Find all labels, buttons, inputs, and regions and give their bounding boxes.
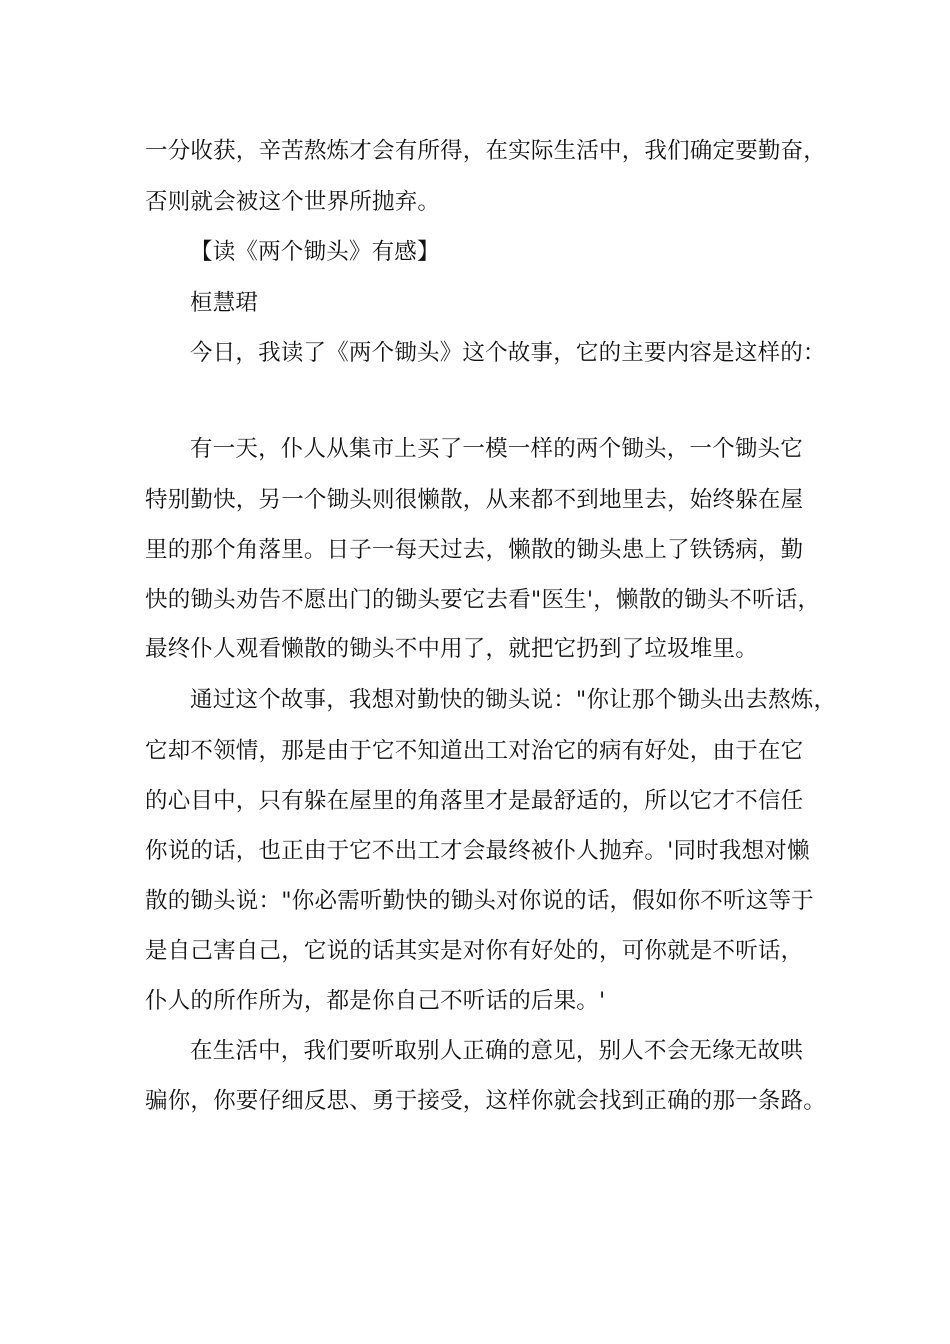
text-line: 今日，我读了《两个锄头》这个故事，它的主要内容是这样的： — [190, 340, 826, 366]
text-line: 快的锄头劝告不愿出门的锄头要它去看"医生'，懒散的锄头不听话， — [145, 587, 821, 613]
author-name: 桓慧珺 — [190, 290, 259, 316]
text-line: 仆人的所作所为，都是你自己不听话的后果。' — [145, 988, 606, 1014]
text-line: 骗你，你要仔细反思、勇于接受，这样你就会找到正确的那一条路。 — [145, 1088, 827, 1114]
text-line: 否则就会被这个世界所抛弃。 — [145, 189, 441, 215]
text-line: 它却不领情，那是由于它不知道出工对治它的病有好处，由于在它 — [145, 738, 804, 764]
text-line: 在生活中，我们要听取别人正确的意见，别人不会无缘无故哄 — [190, 1038, 803, 1064]
text-line: 一分收获，辛苦熬炼才会有所得，在实际生活中，我们确定要勤奋， — [145, 138, 827, 164]
text-line: 有一天，仆人从集市上买了一模一样的两个锄头，一个锄头它 — [190, 436, 803, 462]
text-line: 散的锄头说："你必需听勤快的锄头对你说的话，假如你不听这等于 — [145, 888, 814, 914]
text-line: 的心目中，只有躲在屋里的角落里才是最舒适的，所以它才不信任 — [145, 788, 804, 814]
text-line: 通过这个故事，我想对勤快的锄头说："你让那个锄头出去熬炼， — [190, 687, 837, 713]
section-heading: 【读《两个锄头》有感】 — [190, 239, 440, 265]
text-line: 最终仆人观看懒散的锄头不中用了，就把它扔到了垃圾堆里。 — [145, 636, 758, 662]
text-line: 特别勤快，另一个锄头则很懒散，从来都不到地里去，始终躲在屋 — [145, 487, 804, 513]
text-line: 你说的话，也正由于它不出工才会最终被仆人抛弃。'同时我想对懒 — [145, 838, 810, 864]
text-line: 里的那个角落里。日子一每天过去，懒散的锄头患上了铁锈病，勤 — [145, 537, 804, 563]
text-line: 是自己害自己，它说的话其实是对你有好处的，可你就是不听话， — [145, 938, 804, 964]
